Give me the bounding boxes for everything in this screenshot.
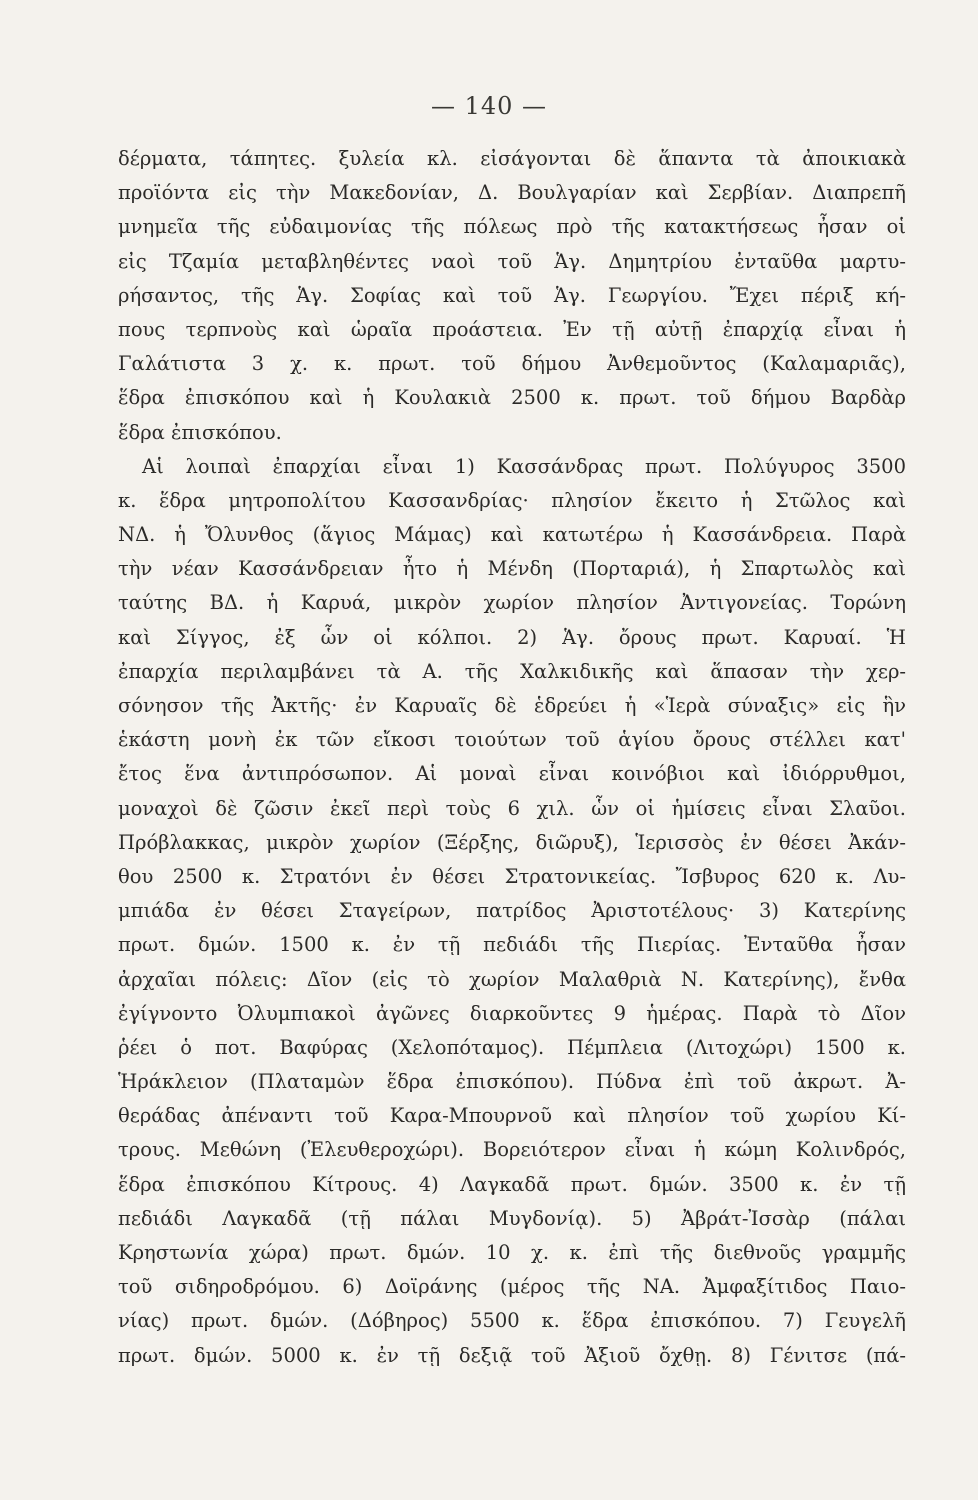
text-line: ἐγίγνοντο Ὀλυμπιακοὶ ἀγῶνες διαρκοῦντες 9 ἡμέρας. Παρὰ τὸ Δῖον [118,1001,906,1025]
text-line: τὴν νέαν Κασσάνδρειαν ἦτο ἡ Μένδη (Πορταριά), ἡ Σπαρτωλὸς καὶ [118,557,906,581]
text-line: τρους. Μεθώνη (Ἐλευθεροχώρι). Βορειότερον εἶναι ἡ κώμη Κολινδρός, [118,1138,906,1162]
text-line: ρήσαντος, τῆς Ἁγ. Σοφίας καὶ τοῦ Ἁγ. Γεωργίου. Ἔχει πέριξ κή- [118,283,906,307]
text-line: ἔτος ἕνα ἀντιπρόσωπον. Αἱ μοναὶ εἶναι κοινόβιοι καὶ ἰδιόρρυθμοι, [118,762,906,786]
text-line: ἐπαρχία περιλαμβάνει τὰ Α. τῆς Χαλκιδικῆς καὶ ἅπασαν τὴν χερ- [118,659,906,683]
text-line: πρωτ. δμών. 5000 κ. ἐν τῇ δεξιᾷ τοῦ Ἀξιοῦ ὄχθῃ. 8) Γένιτσε (πά- [118,1343,906,1367]
body-text [118,142,906,1373]
text-line: ῥέει ὁ ποτ. Βαφύρας (Χελοπόταμος). Πέμπλεια (Λιτοχώρι) 1500 κ. [118,1035,906,1059]
text-line: καὶ Σίγγος, ἐξ ὧν οἱ κόλποι. 2) Ἁγ. ὄρους πρωτ. Καρυαί. Ἡ [118,625,906,649]
text-line: δέρματα, τάπητες. ξυλεία κλ. εἰσάγονται δὲ ἅπαντα τὰ ἀποικιακὰ [118,147,906,170]
text-line: θου 2500 κ. Στρατόνι ἐν θέσει Στρατονικείας. Ἴσβυρος 620 κ. Λυ- [118,864,906,888]
text-line: μοναχοὶ δὲ ζῶσιν ἐκεῖ περὶ τοὺς 6 χιλ. ὧν οἱ ἡμίσεις εἶναι Σλαῦοι. [118,796,906,820]
page-number: — 140 — [430,92,548,120]
text-line: ἑκάστη μονὴ ἐκ τῶν εἴκοσι τοιούτων τοῦ ἁγίου ὄρους στέλλει κατ' [118,728,906,752]
text-line: πεδιάδι Λαγκαδᾶ (τῇ πάλαι Μυγδονίᾳ). 5) Ἀβράτ-Ἰσσὰρ (πάλαι [118,1206,906,1230]
text-line: τοῦ σιδηροδρόμου. 6) Δοϊράνης (μέρος τῆς ΝΑ. Ἀμφαξίτιδος Παιο- [118,1275,906,1299]
text-line: ἕδρα ἐπισκόπου Κίτρους. 4) Λαγκαδᾶ πρωτ. δμών. 3500 κ. ἐν τῇ [118,1172,906,1196]
text-line: σόνησον τῆς Ἀκτῆς· ἐν Καρυαῖς δὲ ἑδρεύει ἡ «Ἱερὰ σύναξις» εἰς ἣν [118,694,906,717]
text-line: ἕδρα ἐπισκόπου καὶ ἡ Κουλακιὰ 2500 κ. πρωτ. τοῦ δήμου Βαρδὰρ [118,386,906,410]
text-line: πρωτ. δμών. 1500 κ. ἐν τῇ πεδιάδι τῆς Πιερίας. Ἐνταῦθα ἦσαν [118,933,906,957]
text-line: Πρόβλακκας, μικρὸν χωρίον (Ξέρξης, διῶρυξ), Ἱερισσὸς ἐν θέσει Ἀκάν- [118,830,906,854]
text-line: ἀρχαῖαι πόλεις: Δῖον (εἰς τὸ χωρίον Μαλαθριὰ Ν. Κατερίνης), ἔνθα [118,967,906,991]
text-line: Γαλάτιστα 3 χ. κ. πρωτ. τοῦ δήμου Ἀνθεμοῦντος (Καλαμαριᾶς), [118,352,906,376]
text-line: πους τερπνοὺς καὶ ὡραῖα προάστεια. Ἐν τῇ αὐτῇ ἐπαρχίᾳ εἶναι ἡ [118,317,906,341]
text-line: μνημεῖα τῆς εὐδαιμονίας τῆς πόλεως πρὸ τῆς κατακτήσεως ἦσαν οἱ [118,215,906,239]
text-line: προϊόντα εἰς τὴν Μακεδονίαν, Δ. Βουλγαρίαν καὶ Σερβίαν. Διαπρεπῆ [118,181,906,205]
text-line: εἰς Τζαμία μεταβληθέντες ναοὶ τοῦ Ἁγ. Δημητρίου ἐνταῦθα μαρτυ- [118,249,906,273]
text-line: ἕδρα ἐπισκόπου. [118,420,282,444]
text-line: ΝΔ. ἡ Ὄλυνθος (ἅγιος Μάμας) καὶ κατωτέρω ἡ Κασσάνδρεια. Παρὰ [118,523,906,547]
text-line: μπιάδα ἐν θέσει Σταγείρων, πατρίδος Ἀριστοτέλους· 3) Κατερίνης [118,899,906,923]
text-line: νίας) πρωτ. δμών. (Δόβηρος) 5500 κ. ἕδρα ἐπισκόπου. 7) Γευγελῆ [118,1309,906,1333]
text-line: κ. ἕδρα μητροπολίτου Κασσανδρίας· πλησίον ἔκειτο ἡ Στῶλος καὶ [118,488,906,512]
text-line: Κρηστωνία χώρα) πρωτ. δμών. 10 χ. κ. ἐπὶ τῆς διεθνοῦς γραμμῆς [118,1241,906,1264]
text-line: ταύτης ΒΔ. ἡ Καρυά, μικρὸν χωρίον πλησίον Ἀντιγονείας. Τορώνη [118,591,906,615]
text-line: θεράδας ἀπέναντι τοῦ Καρα-Μπουρνοῦ καὶ πλησίον τοῦ χωρίου Κί- [118,1104,906,1128]
text-line: Αἱ λοιπαὶ ἐπαρχίαι εἶναι 1) Κασσάνδρας πρωτ. Πολύγυρος 3500 [142,454,906,478]
text-line: Ἡράκλειον (Πλαταμὼν ἕδρα ἐπισκόπου). Πύδνα ἐπὶ τοῦ ἀκρωτ. Ἀ- [118,1070,906,1094]
